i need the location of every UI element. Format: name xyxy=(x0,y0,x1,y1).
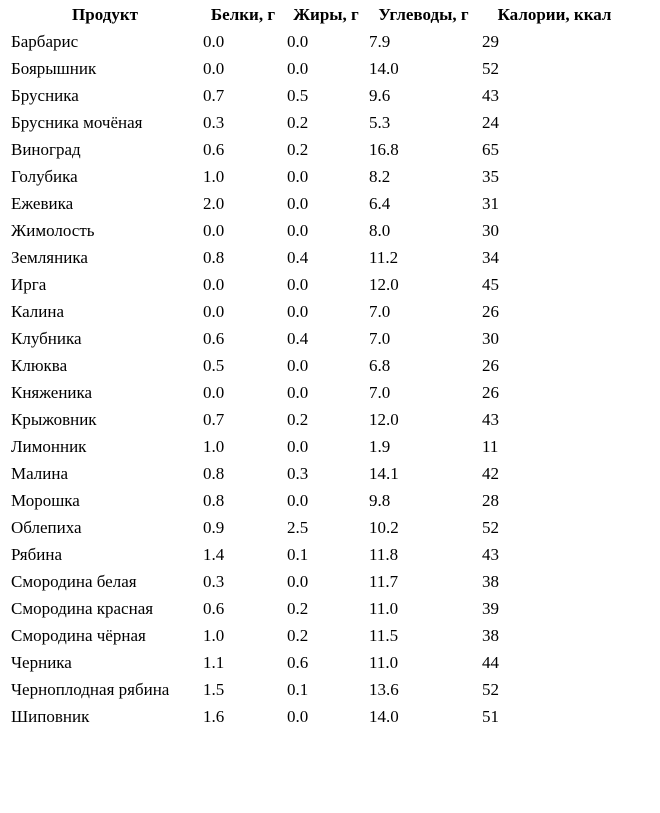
cell-carbs: 10.2 xyxy=(369,517,399,537)
cell-protein: 1.0 xyxy=(203,166,225,186)
cell-carbs: 16.8 xyxy=(369,139,399,159)
cell-fat: 0.0 xyxy=(287,571,309,591)
table-row xyxy=(10,82,628,109)
cell-product: Крыжовник xyxy=(11,409,97,429)
cell-fat: 0.2 xyxy=(287,598,309,618)
header-carbs: Углеводы, г xyxy=(378,5,469,24)
cell-product: Брусника xyxy=(11,85,79,105)
cell-protein: 0.8 xyxy=(203,490,225,510)
cell-protein: 0.7 xyxy=(203,85,225,105)
table-row xyxy=(10,190,628,217)
cell-product: Клубника xyxy=(11,328,82,348)
cell-carbs: 5.3 xyxy=(369,112,391,132)
cell-carbs: 7.0 xyxy=(369,301,391,321)
cell-product: Калина xyxy=(11,301,65,321)
cell-product: Княженика xyxy=(11,382,93,402)
cell-fat: 0.0 xyxy=(287,220,309,240)
table-row xyxy=(10,109,628,136)
cell-protein: 0.9 xyxy=(203,517,225,537)
table-row xyxy=(10,244,628,271)
cell-product: Шиповник xyxy=(11,706,90,726)
cell-carbs: 11.7 xyxy=(369,571,399,591)
header-fat: Жиры, г xyxy=(293,5,359,24)
cell-calories: 31 xyxy=(482,193,499,213)
cell-product: Брусника мочёная xyxy=(11,112,143,132)
table-header xyxy=(10,2,628,28)
cell-product: Ежевика xyxy=(11,193,74,213)
cell-fat: 0.1 xyxy=(287,679,309,699)
cell-calories: 42 xyxy=(482,463,499,483)
cell-protein: 1.0 xyxy=(203,436,225,456)
table-row xyxy=(10,514,628,541)
header-calories: Калории, ккал xyxy=(497,5,612,24)
cell-carbs: 7.0 xyxy=(369,328,391,348)
cell-product: Смородина белая xyxy=(11,571,137,591)
cell-product: Голубика xyxy=(11,166,78,186)
table-row xyxy=(10,460,628,487)
cell-product: Смородина чёрная xyxy=(11,625,146,645)
cell-fat: 0.2 xyxy=(287,409,309,429)
table-row xyxy=(10,676,628,703)
cell-protein: 0.0 xyxy=(203,301,225,321)
cell-calories: 43 xyxy=(482,544,499,564)
table-row xyxy=(10,28,628,55)
cell-carbs: 11.0 xyxy=(369,652,399,672)
cell-protein: 0.8 xyxy=(203,463,225,483)
cell-protein: 1.6 xyxy=(203,706,225,726)
cell-protein: 1.1 xyxy=(203,652,225,672)
cell-calories: 52 xyxy=(482,517,499,537)
cell-protein: 0.3 xyxy=(203,112,225,132)
cell-calories: 26 xyxy=(482,355,499,375)
cell-carbs: 12.0 xyxy=(369,274,399,294)
cell-calories: 44 xyxy=(482,652,499,672)
cell-fat: 0.1 xyxy=(287,544,309,564)
cell-product: Земляника xyxy=(11,247,88,267)
cell-protein: 0.3 xyxy=(203,571,225,591)
cell-calories: 30 xyxy=(482,220,499,240)
cell-product: Боярышник xyxy=(11,58,97,78)
cell-product: Малина xyxy=(11,463,69,483)
cell-carbs: 8.0 xyxy=(369,220,391,240)
cell-product: Рябина xyxy=(11,544,63,564)
cell-fat: 0.2 xyxy=(287,625,309,645)
cell-fat: 2.5 xyxy=(287,517,309,537)
cell-fat: 0.2 xyxy=(287,112,309,132)
table-row xyxy=(10,352,628,379)
table-row xyxy=(10,379,628,406)
cell-product: Черника xyxy=(11,652,72,672)
cell-fat: 0.4 xyxy=(287,328,309,348)
cell-fat: 0.2 xyxy=(287,139,309,159)
cell-calories: 52 xyxy=(482,679,499,699)
cell-calories: 29 xyxy=(482,31,499,51)
table-row xyxy=(10,271,628,298)
cell-calories: 28 xyxy=(482,490,499,510)
cell-calories: 11 xyxy=(482,436,499,456)
cell-product: Клюква xyxy=(11,355,68,375)
table-row xyxy=(10,568,628,595)
cell-calories: 26 xyxy=(482,301,499,321)
cell-fat: 0.0 xyxy=(287,166,309,186)
cell-carbs: 11.5 xyxy=(369,625,399,645)
cell-product: Облепиха xyxy=(11,517,82,537)
table-row xyxy=(10,217,628,244)
cell-fat: 0.0 xyxy=(287,436,309,456)
cell-protein: 0.0 xyxy=(203,220,225,240)
cell-fat: 0.0 xyxy=(287,58,309,78)
table-row xyxy=(10,298,628,325)
cell-protein: 0.6 xyxy=(203,328,225,348)
cell-carbs: 14.0 xyxy=(369,706,399,726)
cell-fat: 0.3 xyxy=(287,463,309,483)
cell-carbs: 13.6 xyxy=(369,679,399,699)
cell-protein: 0.6 xyxy=(203,598,225,618)
table-row xyxy=(10,406,628,433)
cell-product: Жимолость xyxy=(11,220,95,240)
table-row xyxy=(10,55,628,82)
cell-carbs: 6.4 xyxy=(369,193,391,213)
cell-protein: 2.0 xyxy=(203,193,225,213)
table-row xyxy=(10,541,628,568)
cell-carbs: 9.6 xyxy=(369,85,391,105)
cell-carbs: 8.2 xyxy=(369,166,391,186)
table-row xyxy=(10,487,628,514)
cell-calories: 30 xyxy=(482,328,499,348)
cell-product: Лимонник xyxy=(11,436,87,456)
cell-product: Смородина красная xyxy=(11,598,154,618)
cell-carbs: 11.2 xyxy=(369,247,399,267)
cell-protein: 0.0 xyxy=(203,382,225,402)
cell-fat: 0.5 xyxy=(287,85,309,105)
cell-calories: 38 xyxy=(482,571,499,591)
cell-protein: 0.0 xyxy=(203,31,225,51)
cell-fat: 0.0 xyxy=(287,301,309,321)
cell-product: Барбарис xyxy=(11,31,79,51)
cell-carbs: 7.0 xyxy=(369,382,391,402)
cell-calories: 38 xyxy=(482,625,499,645)
cell-fat: 0.0 xyxy=(287,274,309,294)
table-body xyxy=(10,28,628,730)
cell-calories: 45 xyxy=(482,274,499,294)
cell-calories: 26 xyxy=(482,382,499,402)
cell-carbs: 14.1 xyxy=(369,463,399,483)
cell-fat: 0.0 xyxy=(287,490,309,510)
cell-calories: 34 xyxy=(482,247,499,267)
cell-protein: 0.8 xyxy=(203,247,225,267)
cell-protein: 0.5 xyxy=(203,355,225,375)
table-row xyxy=(10,325,628,352)
cell-protein: 0.0 xyxy=(203,274,225,294)
cell-carbs: 7.9 xyxy=(369,31,391,51)
table-row xyxy=(10,433,628,460)
cell-carbs: 12.0 xyxy=(369,409,399,429)
cell-calories: 35 xyxy=(482,166,499,186)
table-row xyxy=(10,649,628,676)
cell-protein: 1.0 xyxy=(203,625,225,645)
cell-calories: 65 xyxy=(482,139,499,159)
cell-protein: 0.7 xyxy=(203,409,225,429)
cell-calories: 24 xyxy=(482,112,499,132)
cell-product: Виноград xyxy=(11,139,81,159)
cell-calories: 39 xyxy=(482,598,499,618)
cell-calories: 43 xyxy=(482,85,499,105)
cell-protein: 1.4 xyxy=(203,544,225,564)
table-row xyxy=(10,163,628,190)
table-row xyxy=(10,595,628,622)
cell-carbs: 11.8 xyxy=(369,544,399,564)
cell-fat: 0.6 xyxy=(287,652,309,672)
header-row xyxy=(10,2,628,28)
cell-carbs: 9.8 xyxy=(369,490,391,510)
cell-carbs: 11.0 xyxy=(369,598,399,618)
cell-calories: 43 xyxy=(482,409,499,429)
cell-fat: 0.0 xyxy=(287,31,309,51)
cell-product: Морошка xyxy=(11,490,80,510)
cell-product: Черноплодная рябина xyxy=(11,679,170,699)
header-protein: Белки, г xyxy=(210,5,276,24)
cell-protein: 1.5 xyxy=(203,679,225,699)
cell-calories: 52 xyxy=(482,58,499,78)
cell-carbs: 1.9 xyxy=(369,436,391,456)
cell-fat: 0.0 xyxy=(287,382,309,402)
table-row xyxy=(10,703,628,730)
table-row xyxy=(10,622,628,649)
cell-carbs: 6.8 xyxy=(369,355,391,375)
cell-fat: 0.4 xyxy=(287,247,309,267)
cell-calories: 51 xyxy=(482,706,499,726)
cell-product: Ирга xyxy=(11,274,47,294)
cell-fat: 0.0 xyxy=(287,193,309,213)
cell-protein: 0.6 xyxy=(203,139,225,159)
table-row xyxy=(10,136,628,163)
cell-fat: 0.0 xyxy=(287,706,309,726)
cell-carbs: 14.0 xyxy=(369,58,399,78)
header-product: Продукт xyxy=(72,5,138,24)
cell-protein: 0.0 xyxy=(203,58,225,78)
cell-fat: 0.0 xyxy=(287,355,309,375)
nutrition-table xyxy=(8,2,630,730)
